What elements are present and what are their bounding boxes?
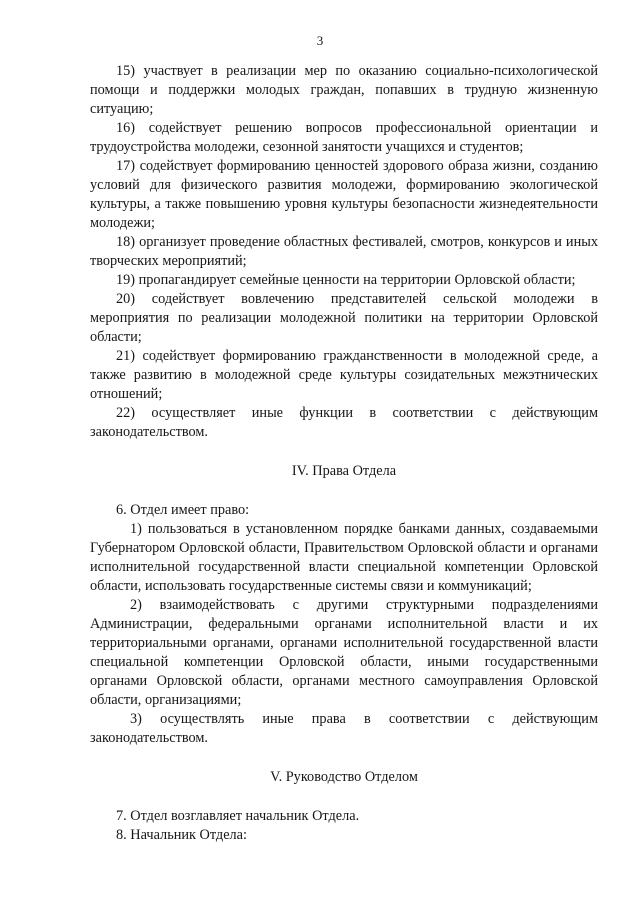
list-item-21: 21) содействует формированию гражданственности в молодежной среде, а также развитию в молодежной среде культуры созидательных межэтнических отношений; <box>90 348 598 402</box>
right-item-3: 3) осуществлять иные права в соответствии с действующим законодательством. <box>90 711 598 746</box>
list-item-20: 20) содействует вовлечению представителей сельской молодежи в мероприятия по реализации молодежной политики на территории Орловской области; <box>90 291 598 345</box>
page-number: 3 <box>316 33 324 48</box>
list-item-19: 19) пропагандирует семейные ценности на территории Орловской области; <box>116 272 576 288</box>
right-item-1: 1) пользоваться в установленном порядке банками данных, создаваемыми Губернатором Орловской области, Правительством Орловской области и органами исполнительной государственной власти специальной компетенции Орловской области, использовать государственные системы связи и коммуникаций; <box>90 521 598 594</box>
list-item-15: 15) участвует в реализации мер по оказанию социально-психологической помощи и поддержки молодых граждан, попавших в трудную жизненную ситуацию; <box>90 63 598 117</box>
document-body <box>90 62 598 845</box>
list-item-18: 18) организует проведение областных фестивалей, смотров, конкурсов и иных творческих мероприятий; <box>90 234 598 269</box>
list-item-22: 22) осуществляет иные функции в соответствии с действующим законодательством. <box>90 405 598 440</box>
list-item-16: 16) содействует решению вопросов профессиональной ориентации и трудоустройства молодежи, сезонной занятости учащихся и студентов; <box>90 120 598 155</box>
list-item-17: 17) содействует формированию ценностей здорового образа жизни, созданию условий для физического развития молодежи, формированию экологической культуры, а также повышению уровня культуры безопасности жизнедеятельности молодежи; <box>90 158 598 231</box>
right-item-2: 2) взаимодействовать с другими структурными подразделениями Администрации, федеральными органами исполнительной власти и их территориальными органами, органами исполнительной государственной власти специальной компетенции Орловской области, иными государственными органами Орловской области, органами местного самоуправления Орловской области, организациями; <box>90 597 598 708</box>
paragraph-8: 8. Начальник Отдела: <box>116 827 247 843</box>
paragraph-7: 7. Отдел возглавляет начальник Отдела. <box>116 808 360 824</box>
section-heading-rights: IV. Права Отдела <box>291 463 397 479</box>
section-heading-management: V. Руководство Отделом <box>270 769 418 785</box>
rights-intro: 6. Отдел имеет право: <box>116 502 250 518</box>
